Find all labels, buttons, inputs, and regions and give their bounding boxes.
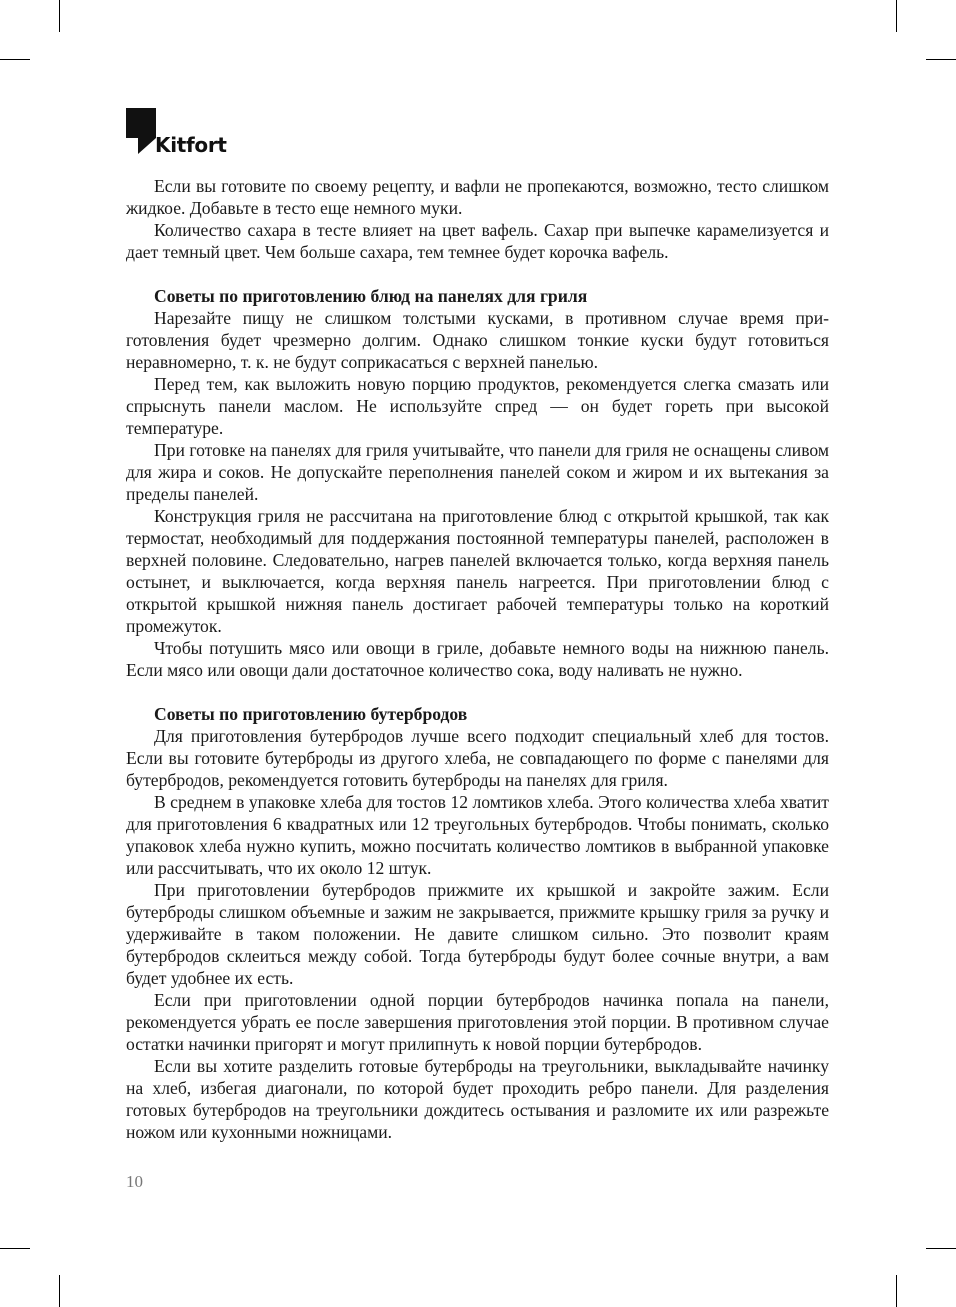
paragraph: Если вы хотите разделить готовые бутерброды на треугольники, выкладывайте начинку на хлеб, избегая диагонали, по которой будет проходить ребро панели. Для разделения готовых бутербродов на треугольники дождитесь остывания и разломите их или разрежьте ножом или кухонными ножницами. (126, 1056, 829, 1142)
brand-name: Kitfort (155, 133, 227, 157)
crop-mark-bottom-right-h (926, 1248, 956, 1249)
crop-mark-bottom-left-v (59, 1275, 60, 1307)
paragraph: В среднем в упаковке хлеба для тостов 12 ломтиков хлеба. Этого количества хлеба хватит для приготовления 6 квадратных или 12 треугольных бутербродов. Чтобы понимать, сколько упаковок хлеба нужно купить, можно посчитать количество ломтиков в выбранной упаковке или рассчитывать, что их около 12 штук. (126, 792, 829, 878)
paragraph: Конструкция гриля не рассчитана на приготовление блюд с открытой крышкой, так как термостат, необходимый для поддержания постоянной температуры панелей, расположен в верхней половине. Следовательно, нагрев панелей включается только, когда верхняя панель остынет, и выключается, когда верхняя панель нагреется. При приготовлении блюд с открытой крышкой нижняя панель достигает рабочей температуры только на короткий промежуток. (126, 506, 829, 636)
page-number: 10 (126, 1172, 143, 1191)
brand-logo (126, 108, 246, 160)
paragraph: Если вы готовите по своему рецепту, и вафли не пропекаются, возможно, тесто слишком жидкое. Добавьте в тесто еще немного муки. (126, 176, 829, 218)
paragraph: Чтобы потушить мясо или овощи в гриле, добавьте немного воды на нижнюю панель. Если мясо или овощи дали достаточное количество сока, воду наливать не нужно. (126, 638, 829, 680)
paragraph: При готовке на панелях для гриля учитывайте, что панели для гриля не оснащены сливом для жира и соков. Не допускайте переполнения панелей соком и жиром и их вытекания за пределы панелей. (126, 440, 829, 504)
crop-mark-top-right-h (926, 59, 956, 60)
paragraph: Если при приготовлении одной порции бутербродов начинка попала на панели, рекомендуется убрать ее после завершения приготовления этой порции. В противном случае остатки начинки пригорят и могут прилипнуть к новой порции бутербродов. (126, 990, 829, 1054)
crop-mark-bottom-left-h (0, 1248, 30, 1249)
paragraph: Нарезайте пищу не слишком толстыми кусками, в противном случае время приготовления будет чрезмерно долгим. Однако слишком тонкие куски будут готовиться неравномерно, т. к. не будут соприкасаться с верхней панелью. (126, 308, 829, 372)
paragraph: Перед тем, как выложить новую порцию продуктов, рекомендуется слегка смазать или спрыснуть панели маслом. Не используйте спред — он будет гореть при высокой температуре. (126, 374, 829, 438)
document-body (126, 175, 829, 1143)
section-heading: Советы по приготовлению бутербродов (154, 704, 468, 724)
paragraph: При приготовлении бутербродов прижмите их крышкой и закройте зажим. Если бутерброды слишком объемные и зажим не закрывается, прижмите крышку гриля за ручку и удерживайте в таком положении. Не давите слишком сильно. Это позволит краям бутербродов склеиться между собой. Тогда бутерброды будут более сочные внутри, а вам будет удобнее их есть. (126, 880, 829, 988)
crop-mark-top-left-h (0, 59, 30, 60)
paragraph: Количество сахара в тесте влияет на цвет вафель. Сахар при выпечке карамелизуется и дает темный цвет. Чем больше сахара, тем темнее будет корочка вафель. (126, 220, 829, 262)
paragraph: Для приготовления бутербродов лучше всего подходит специальный хлеб для тостов. Если вы готовите бутерброды из другого хлеба, не совпадающего по форме с панелями для бутербродов, рекомендуется готовить бутерброды на панелях для гриля. (126, 726, 829, 790)
crop-mark-top-right-v (896, 0, 897, 32)
crop-mark-bottom-right-v (896, 1275, 897, 1307)
section-heading: Советы по приготовлению блюд на панелях для гриля (154, 286, 588, 306)
crop-mark-top-left-v (59, 0, 60, 32)
